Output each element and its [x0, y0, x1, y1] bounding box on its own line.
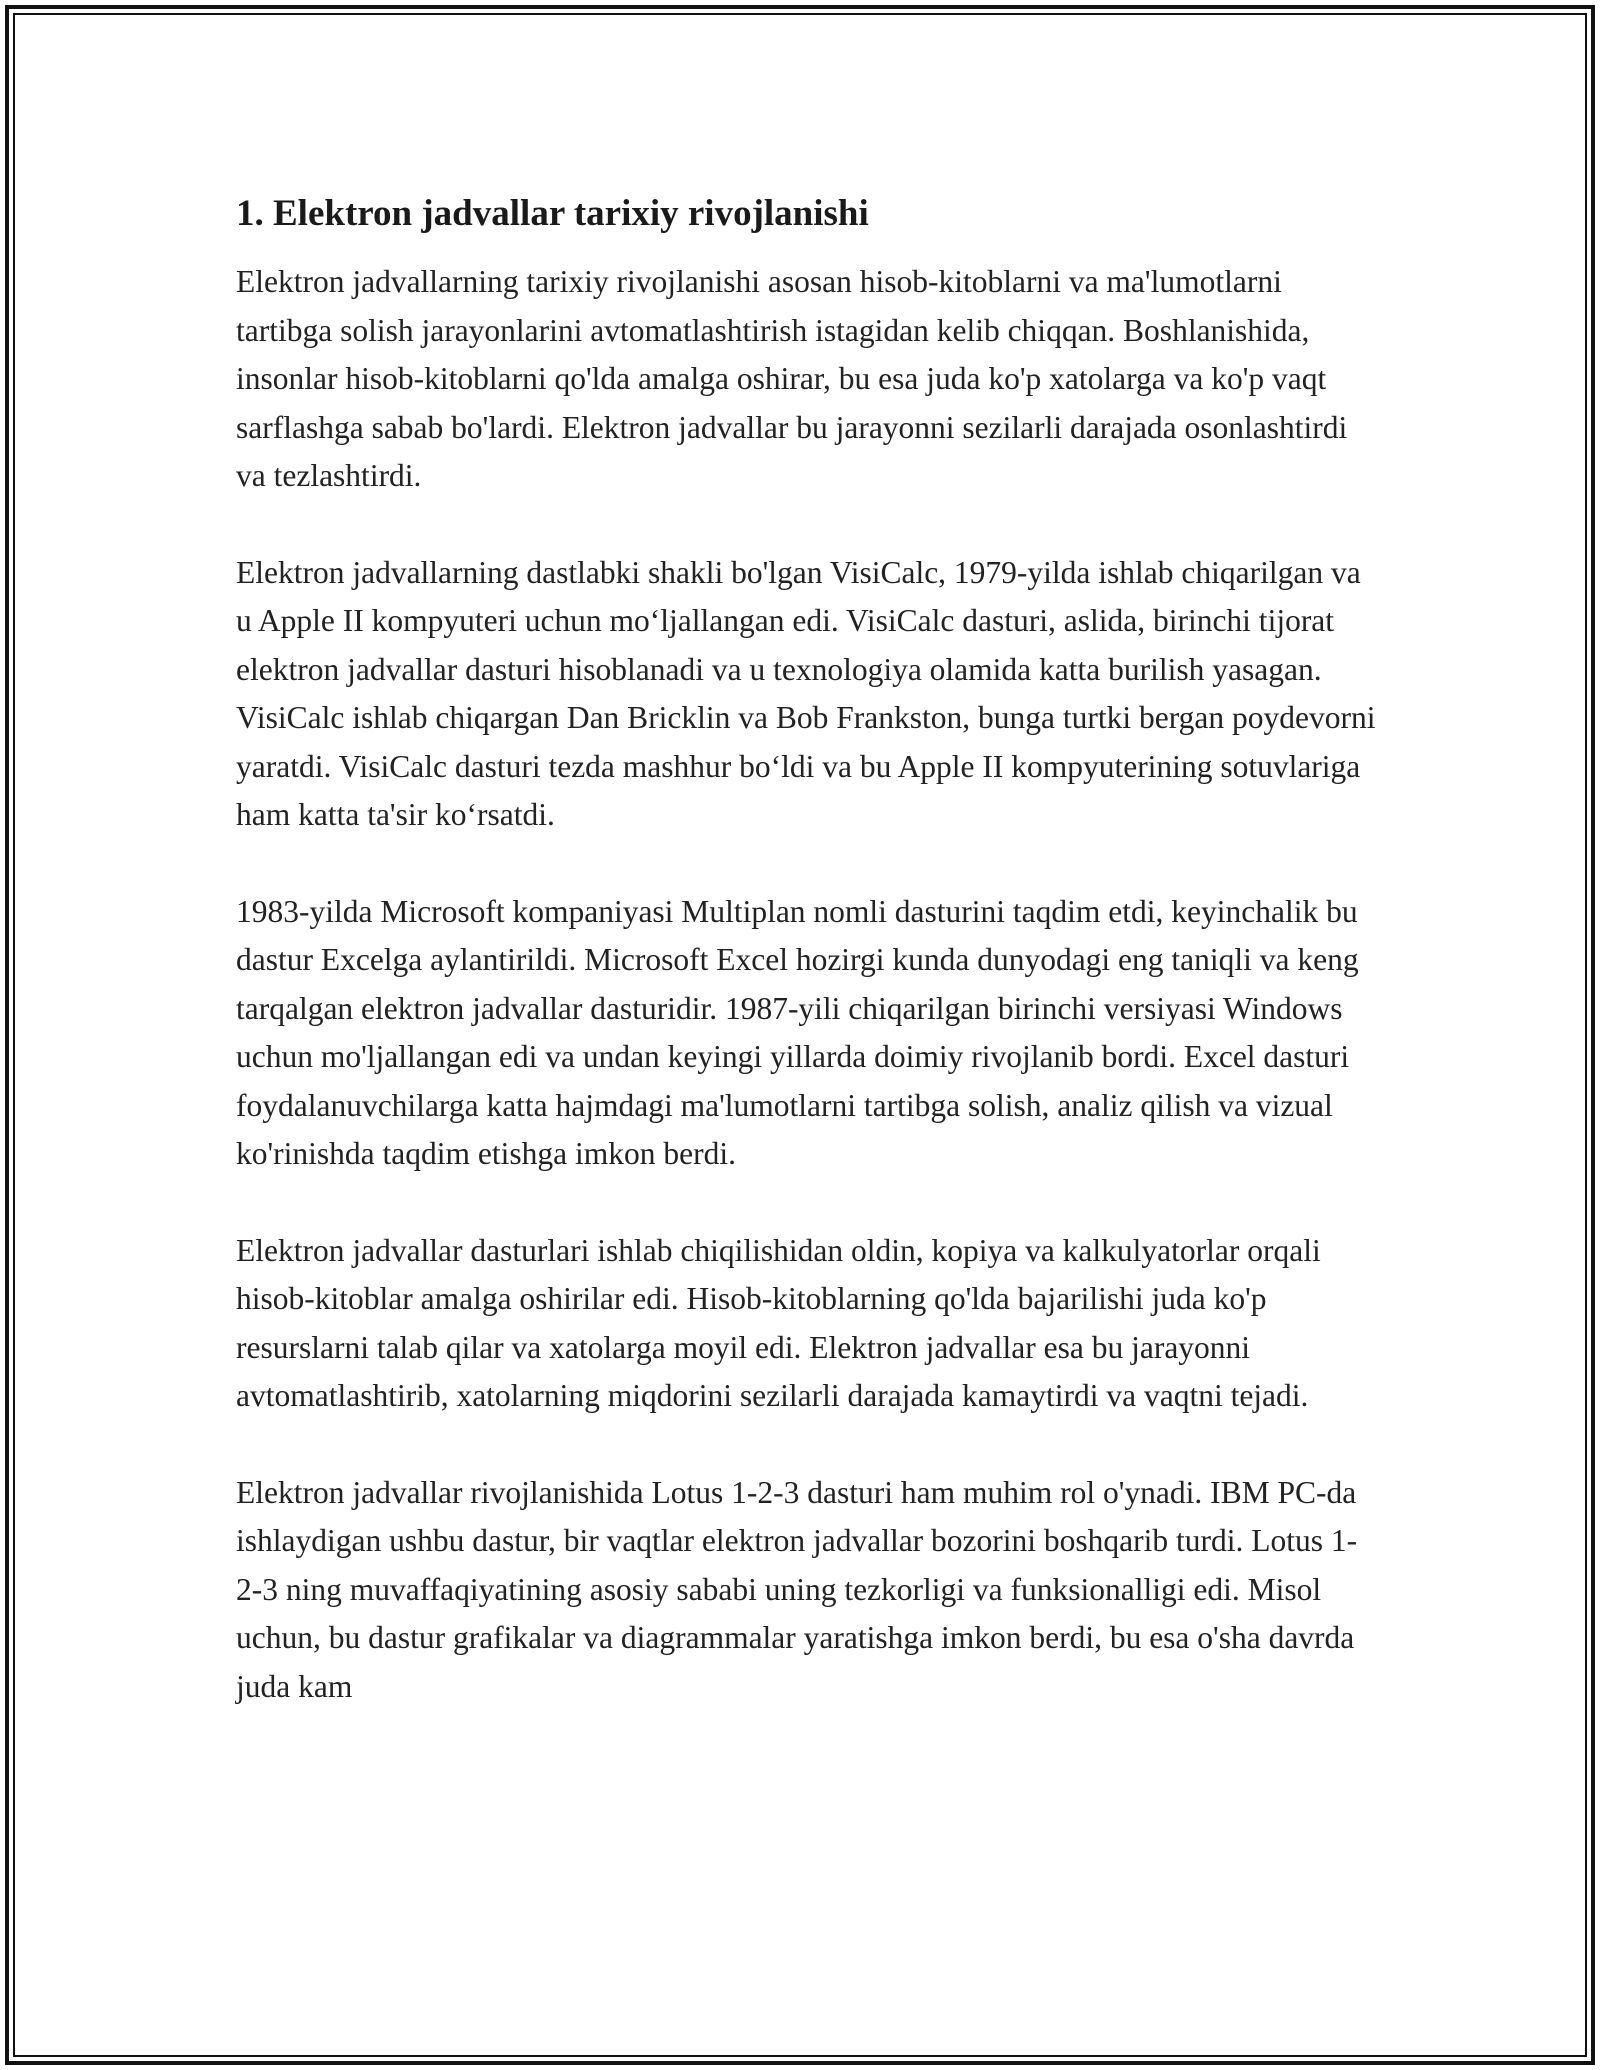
- document-body: [236, 186, 1376, 1759]
- paragraph-lotus: Elektron jadvallar rivojlanishida Lotus 1-2-3 dasturi ham muhim rol o'ynadi. IBM PC-da ishlaydigan ushbu dastur, bir vaqtlar elektron jadvallar bozorini boshqarib turdi. Lotus 1-2-3 ning muvaffaqiyatining asosiy sababi uning tezkorligi va funksionalligi edi. Misol uchun, bu dastur grafikalar va diagrammalar yaratishga imkon berdi, bu esa o'sha davrda juda kam: [236, 1474, 1358, 1704]
- paragraph-before-spreadsheets: Elektron jadvallar dasturlari ishlab chiqilishidan oldin, kopiya va kalkulyatorlar orqali hisob-kitoblar amalga oshirilar edi. Hisob-kitoblarning qo'lda bajarilishi juda ko'p resurslarni talab qilar va xatolarga moyil edi. Elektron jadvallar esa bu jarayonni avtomatlashtirib, xatolarning miqdorini sezilarli darajada kamaytirdi va vaqtni tejadi.: [236, 1232, 1321, 1413]
- paragraph-excel: 1983-yilda Microsoft kompaniyasi Multiplan nomli dasturini taqdim etdi, keyinchalik bu dastur Excelga aylantirildi. Microsoft Excel hozirgi kunda dunyodagi eng taniqli va keng tarqalgan elektron jadvallar dasturidir. 1987-yili chiqarilgan birinchi versiyasi Windows uchun mo'ljallangan edi va undan keyingi yillarda doimiy rivojlanib bordi. Excel dasturi foydalanuvchilarga katta hajmdagi ma'lumotlarni tartibga solish, analiz qilish va vizual ko'rinishda taqdim etishga imkon berdi.: [236, 893, 1359, 1171]
- paragraph-intro: Elektron jadvallarning tarixiy rivojlanishi asosan hisob-kitoblarni va ma'lumotlarni tartibga solish jarayonlarini avtomatlashtirish istagidan kelib chiqqan. Boshlanishida, insonlar hisob-kitoblarni qo'lda amalga oshirar, bu esa juda ko'p xatolarga va ko'p vaqt sarflashga sabab bo'lardi. Elektron jadvallar bu jarayonni sezilarli darajada osonlashtirdi va tezlashtirdi.: [236, 264, 1348, 493]
- section-heading: 1. Elektron jadvallar tarixiy rivojlanishi: [236, 193, 869, 234]
- paragraph-visicalc: Elektron jadvallarning dastlabki shakli bo'lgan VisiCalc, 1979-yilda ishlab chiqarilgan va u Apple II kompyuteri uchun moʻljallangan edi. VisiCalc dasturi, aslida, birinchi tijorat elektron jadvallar dasturi hisoblanadi va u texnologiya olamida katta burilish yasagan. VisiCalc ishlab chiqargan Dan Bricklin va Bob Frankston, bunga turtki bergan poydevorni yaratdi. VisiCalc dasturi tezda mashhur boʻldi va bu Apple II kompyuterining sotuvlariga ham katta ta'sir koʻrsatdi.: [236, 554, 1376, 832]
